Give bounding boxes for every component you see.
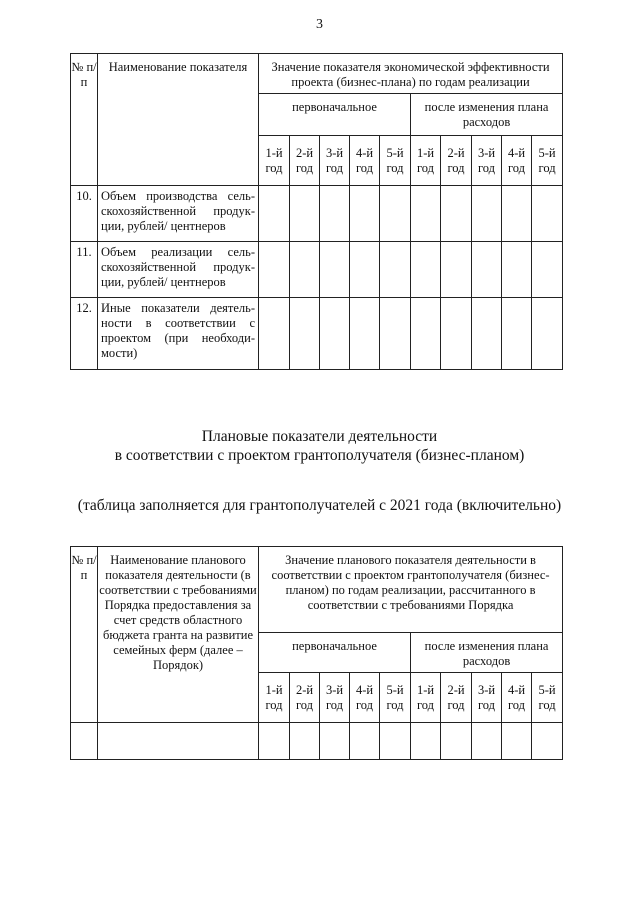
year-header: 1-й год xyxy=(259,673,290,723)
year-header: 2-й год xyxy=(290,136,320,186)
value-cell[interactable] xyxy=(320,242,350,298)
efficiency-table xyxy=(70,53,563,370)
year-header: 3-й год xyxy=(320,673,350,723)
year-header: 5-й год xyxy=(380,673,411,723)
value-cell[interactable] xyxy=(380,298,411,370)
year-header: 1-й год xyxy=(411,136,441,186)
value-cell[interactable] xyxy=(502,242,532,298)
row-name: Объем реализации сель-скохозяйственной продук-ции, рублей/ центнеров xyxy=(98,242,259,298)
value-cell[interactable] xyxy=(290,298,320,370)
value-cell[interactable] xyxy=(532,298,563,370)
table-row xyxy=(71,186,563,242)
section-note: (таблица заполняется для грантополучателей с 2021 года (включительно) xyxy=(77,497,562,514)
value-cell[interactable] xyxy=(411,723,441,760)
year-header: 3-й год xyxy=(472,673,502,723)
year-header: 3-й год xyxy=(472,136,502,186)
value-cell[interactable] xyxy=(350,186,380,242)
col-header-name: Наименование показателя xyxy=(98,54,259,186)
value-cell[interactable] xyxy=(472,242,502,298)
col-header-number: № п/п xyxy=(71,547,98,723)
year-header: 1-й год xyxy=(259,136,290,186)
row-number[interactable] xyxy=(71,723,98,760)
value-cell[interactable] xyxy=(502,298,532,370)
value-cell[interactable] xyxy=(441,298,472,370)
row-number: 11. xyxy=(71,242,98,298)
value-cell[interactable] xyxy=(532,186,563,242)
table-row xyxy=(71,723,563,760)
value-cell[interactable] xyxy=(411,242,441,298)
table-row xyxy=(71,242,563,298)
year-header: 5-й год xyxy=(380,136,411,186)
value-cell[interactable] xyxy=(411,298,441,370)
value-cell[interactable] xyxy=(532,242,563,298)
table-row xyxy=(71,298,563,370)
value-cell[interactable] xyxy=(350,242,380,298)
value-cell[interactable] xyxy=(380,186,411,242)
year-header: 2-й год xyxy=(441,136,472,186)
group-initial: первоначальное xyxy=(259,94,411,136)
value-cell[interactable] xyxy=(472,723,502,760)
value-cell[interactable] xyxy=(441,242,472,298)
value-cell[interactable] xyxy=(290,242,320,298)
row-name[interactable] xyxy=(98,723,259,760)
planned-indicators-table xyxy=(70,546,563,760)
value-cell[interactable] xyxy=(472,186,502,242)
row-number: 12. xyxy=(71,298,98,370)
year-header: 5-й год xyxy=(532,673,563,723)
year-header: 2-й год xyxy=(441,673,472,723)
value-cell[interactable] xyxy=(350,723,380,760)
value-cell[interactable] xyxy=(320,186,350,242)
value-cell[interactable] xyxy=(259,242,290,298)
year-header: 5-й год xyxy=(532,136,563,186)
value-cell[interactable] xyxy=(532,723,563,760)
year-header: 4-й год xyxy=(502,673,532,723)
year-header: 2-й год xyxy=(290,673,320,723)
section-title-line1: Плановые показатели деятельности xyxy=(201,428,438,445)
value-cell[interactable] xyxy=(290,186,320,242)
year-header: 4-й год xyxy=(502,136,532,186)
col-header-number: № п/п xyxy=(71,54,98,186)
page-number: 3 xyxy=(316,17,323,32)
value-cell[interactable] xyxy=(380,723,411,760)
year-header: 1-й год xyxy=(411,673,441,723)
value-cell[interactable] xyxy=(502,186,532,242)
group-changed: после изменения плана расходов xyxy=(411,633,563,673)
col-header-name: Наименование планового показателя деятельности (в соответствии с требованиями Порядка предоставления за счет средств областного бюджета гранта на развитие семейных ферм (далее – Порядок) xyxy=(98,547,259,723)
year-header: 3-й год xyxy=(320,136,350,186)
col-header-value: Значение планового показателя деятельности в соответствии с проектом грантополучателя (бизнес-планом) по годам реализации, рассчитанного в соответствии с требованиями Порядка xyxy=(259,547,563,633)
value-cell[interactable] xyxy=(259,298,290,370)
group-changed: после изменения плана расходов xyxy=(411,94,563,136)
value-cell[interactable] xyxy=(259,186,290,242)
year-header: 4-й год xyxy=(350,673,380,723)
value-cell[interactable] xyxy=(350,298,380,370)
col-header-value: Значение показателя экономической эффективности проекта (бизнес-плана) по годам реализации xyxy=(259,54,563,94)
section-title-line2: в соответствии с проектом грантополучателя (бизнес-планом) xyxy=(114,447,525,464)
row-name: Объем производства сель-скохозяйственной продук-ции, рублей/ центнеров xyxy=(98,186,259,242)
value-cell[interactable] xyxy=(290,723,320,760)
value-cell[interactable] xyxy=(320,298,350,370)
row-name: Иные показатели деятель-ности в соответствии с проектом (при необходи-мости) xyxy=(98,298,259,370)
value-cell[interactable] xyxy=(441,186,472,242)
value-cell[interactable] xyxy=(502,723,532,760)
value-cell[interactable] xyxy=(320,723,350,760)
value-cell[interactable] xyxy=(411,186,441,242)
group-initial: первоначальное xyxy=(259,633,411,673)
value-cell[interactable] xyxy=(441,723,472,760)
row-number: 10. xyxy=(71,186,98,242)
value-cell[interactable] xyxy=(380,242,411,298)
year-header: 4-й год xyxy=(350,136,380,186)
value-cell[interactable] xyxy=(472,298,502,370)
value-cell[interactable] xyxy=(259,723,290,760)
